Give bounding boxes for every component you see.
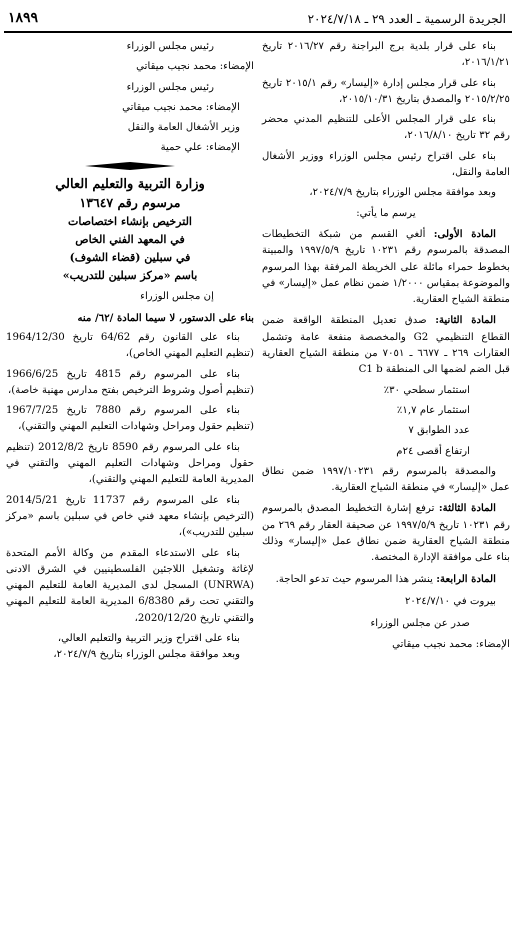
recital: بناء على قرار بلدية برج البراجنة رقم ٢٠١٦/٢٧ تاريخ ٢٠١٦/١/٢١،: [262, 41, 510, 69]
recital: بناء على الاستدعاء المقدم من وكالة الأمم المتحدة لإغاثة وتشغيل اللاجئين الفلسطينيين في الشرق الادنى (UNRWA) المسجل لدى المديرية العامة للتعليم المهني والتقني تحت رقم 6/8380 المديرية العامة للتعليم المهني والتقني تاريخ 2020/12/20،: [6, 547, 254, 624]
recital: بناء على المرسوم رقم 4815 تاريخ 1966/6/25 (تنظيم أصول وشروط الترخيص بفتح مدارس مهنية خاصة)،: [6, 368, 254, 396]
article-3-label: المادة الثالثة:: [438, 502, 496, 515]
page-header: [0, 0, 516, 34]
gazette-title: الجريدة الرسمية ـ العدد ٢٩ ـ ٢٠٢٤/٧/١٨: [307, 12, 506, 26]
subject-line: باسم «مركز سبلين للتدريب»: [62, 269, 198, 283]
recital: بناء على المرسوم رقم 8590 تاريخ 2012/8/2 (تنظيم حقول ومراحل وشهادات التعليم المهني والتقني في المديرية العامة للتعليم المهني والتقني)،: [6, 441, 254, 486]
decree-subject: [6, 213, 254, 285]
signatory-title: رئيس مجلس الوزراء: [126, 41, 214, 52]
constitution-line: بناء على الدستور، لا سيما المادة /٦٢/ منه: [77, 311, 254, 324]
article-1-label: المادة الأولى:: [433, 227, 496, 240]
page-number: ١٨٩٩: [8, 10, 39, 26]
zoning-item: استثمار عام ١,٧٪: [396, 404, 470, 416]
signatory-name: الإمضاء: علي حمية: [160, 142, 240, 154]
recital: وبعد موافقة مجلس الوزراء بتاريخ ٢٠٢٤/٧/٩،: [309, 187, 496, 199]
article-1-text: ألغي القسم من شبكة التخطيطات المصدقة بالمرسوم رقم ١٠٢٣١ تاريخ ١٩٩٧/٥/٩ والمبينة بخطوط حمراء مائلة على الخريطة المرفقة بهذا المرسوم والموضوعة بمقياس ١/٢٠٠٠ ضمن نظام عمل «إليسار» في منطقة الشياح العقارية.: [262, 228, 510, 306]
recital: بناء على قرار مجلس إدارة «إليسار» رقم ٢٠١٥/١ تاريخ ٢٠١٥/٢/٢٥ والمصدق بتاريخ ٢٠١٥/١٠/٣١،: [262, 77, 510, 105]
article-4-text: ينشر هذا المرسوم حيث تدعو الحاجة.: [275, 573, 434, 585]
subject-line: الترخيص بإنشاء اختصاصات: [68, 215, 192, 229]
zoning-item: عدد الطوابق ٧: [408, 425, 470, 437]
recital: بناء على اقتراح وزير التربية والتعليم العالي،: [57, 633, 240, 645]
subject-line: في سبلين (قضاء الشوف): [69, 251, 191, 265]
section-divider: [85, 161, 175, 171]
recital: وبعد موافقة مجلس الوزراء بتاريخ ٢٠٢٤/٧/٩،: [53, 649, 240, 661]
left-column: [6, 39, 254, 668]
decree-number: مرسوم رقم ١٣٦٤٧: [79, 195, 181, 211]
right-column: [262, 39, 510, 657]
article-2-label: المادة الثانية:: [435, 314, 496, 327]
header-rule: [4, 31, 512, 33]
signatory-name: الإمضاء: محمد نجيب ميقاتي: [136, 61, 254, 73]
council-line: إن مجلس الوزراء: [140, 291, 214, 303]
article-2: [262, 312, 510, 378]
article-4: [262, 571, 510, 588]
signatory-title: وزير الأشغال العامة والنقل: [127, 122, 240, 134]
zoning-item: ارتفاع أقصى ٢٤م: [396, 445, 470, 457]
article-3: [262, 500, 510, 566]
place-date: بيروت في ٢٠٢٤/٧/١٠: [404, 595, 496, 607]
signatory-name: الإمضاء: محمد نجيب ميقاتي: [122, 101, 240, 113]
recital: بناء على اقتراح رئيس مجلس الوزراء ووزير الأشغال العامة والنقل،: [262, 150, 510, 179]
issued-by: صدر عن مجلس الوزراء: [370, 618, 470, 630]
recital: بناء على القانون رقم 64/62 تاريخ 1964/12/30 (تنظيم التعليم المهني الخاص)،: [6, 331, 254, 360]
ministry-title: وزارة التربية والتعليم العالي: [55, 176, 205, 192]
signature: الإمضاء: محمد نجيب ميقاتي: [392, 638, 510, 650]
article-3-text: ترفع إشارة التخطيط المصدق بالمرسوم رقم ١٠٢٣١ تاريخ ١٩٩٧/٥/٩ عن صحيفة العقار رقم ٢٦٩ من منطقة الشياح العقارية ضمن نطاق عمل «إليسار» وذلك بناء على موافقة الإدارة المختصة.: [262, 503, 510, 564]
signatory-title: رئيس مجلس الوزراء: [126, 81, 214, 93]
article-1: [262, 226, 510, 308]
recital: بناء على المرسوم رقم 7880 تاريخ 1967/7/25 (تنظيم حقول ومراحل وشهادات التعليم المهني والتقني)،: [6, 405, 254, 433]
recital: بناء على المرسوم رقم 11737 تاريخ 2014/5/21 (الترخيص بإنشاء معهد فني خاص في سبلين باسم «مركز سبلين للتدريب»)،: [6, 494, 254, 539]
recital: بناء على قرار المجلس الأعلى للتنظيم المدني محضر رقم ٣٢ تاريخ ٢٠١٦/٨/١٠،: [262, 114, 510, 142]
article-2-tail: والمصدقة بالمرسوم رقم ١٩٩٧/١٠٢٣١ ضمن نطاق عمل «إليسار» في منطقة الشياح العقارية.: [262, 465, 510, 494]
zoning-item: استثمار سطحي ٣٠٪: [383, 384, 470, 396]
subject-line: في المعهد الفني الخاص: [75, 233, 185, 247]
decree-line: يرسم ما يأتي:: [356, 207, 416, 219]
divider-ornament: [85, 161, 175, 171]
article-4-label: المادة الرابعة:: [436, 572, 496, 585]
article-2-text: صدق تعديل المنطقة الواقعة ضمن القطاع التنظيمي G2 والمخصصة منفعة عامة وتشمل العقارات ٢٦٩ ـ ٦٦٧٧ ـ ٧٠٥١ من منطقة الشياح العقارية قبل الضم لضمها الى المنطقة C1 b: [262, 315, 511, 376]
